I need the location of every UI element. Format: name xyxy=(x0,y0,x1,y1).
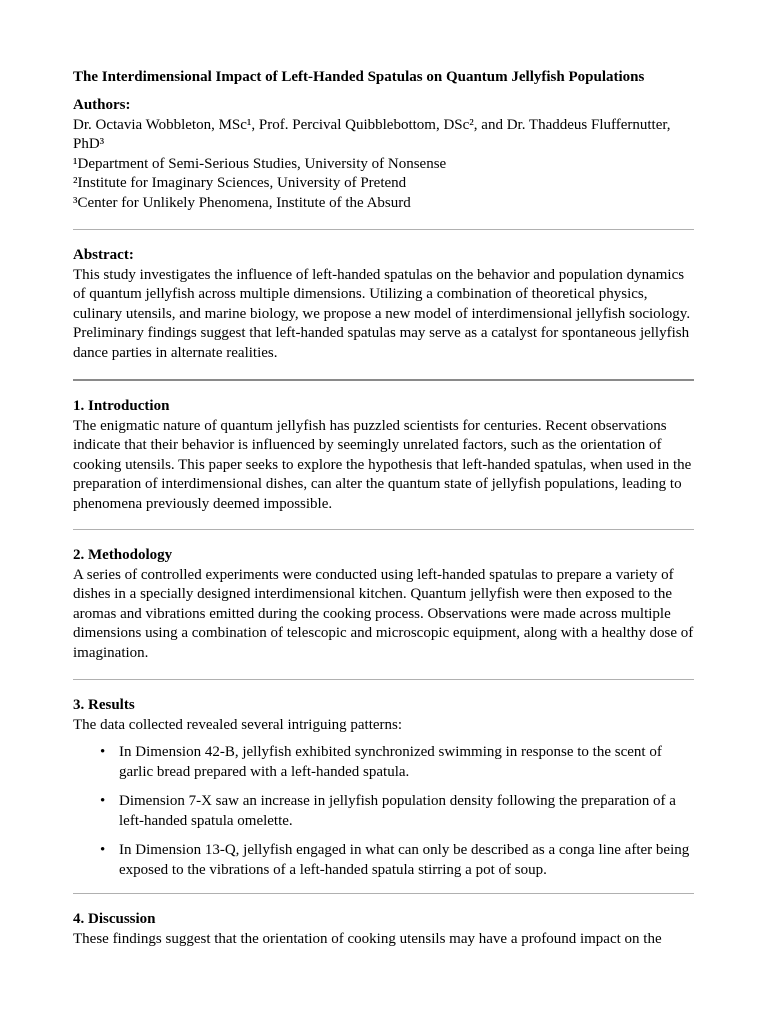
affiliation-1: ¹Department of Semi-Serious Studies, University of Nonsense xyxy=(73,155,447,172)
affiliation-3: ³Center for Unlikely Phenomena, Institute of the Absurd xyxy=(73,194,411,211)
bullet-icon: • xyxy=(100,744,106,760)
methodology-text: A series of controlled experiments were conducted using left-handed spatulas to prepare a variety of dishes in a specially designed interdimensional kitchen. Quantum jellyfish were then exposed to the aromas and vibrations emitted during the cooking process. Observations were made across multiple dimensions using a combination of telescopic and microscopic equipment, along with a healthy dose of imagination. xyxy=(73,566,694,661)
divider xyxy=(73,229,694,230)
bullet-icon: • xyxy=(100,793,106,809)
results-list xyxy=(73,743,695,880)
divider xyxy=(73,679,694,680)
abstract-text: This study investigates the influence of left-handed spatulas on the behavior and population dynamics of quantum jellyfish across multiple dimensions. Utilizing a combination of theoretical physics, culinary utensils, and marine biology, we propose a new model of interdimensional jellyfish sociology. Preliminary findings suggest that left-handed spatulas may serve as a catalyst for spontaneous jellyfish dance parties in alternate realities. xyxy=(73,266,691,361)
divider xyxy=(73,379,694,381)
list-item-text: Dimension 7-X saw an increase in jellyfish population density following the preparation of a left-handed spatula omelette. xyxy=(119,793,676,829)
paper-title: The Interdimensional Impact of Left-Handed Spatulas on Quantum Jellyfish Populations xyxy=(73,69,645,85)
results-section xyxy=(73,696,695,890)
introduction-section xyxy=(73,397,695,514)
discussion-heading: 4. Discussion xyxy=(73,911,156,927)
methodology-heading: 2. Methodology xyxy=(73,547,173,563)
discussion-text: These findings suggest that the orientation of cooking utensils may have a profound impact on the xyxy=(73,930,662,947)
authors-heading: Authors: xyxy=(73,97,131,113)
list-item xyxy=(100,792,695,831)
affiliation-2: ²Institute for Imaginary Sciences, University of Pretend xyxy=(73,175,407,191)
divider xyxy=(73,893,694,894)
list-item-text: In Dimension 13-Q, jellyfish engaged in what can only be described as a conga line after being exposed to the vibrations of a left-handed spatula stirring a pot of soup. xyxy=(119,842,690,878)
abstract-section xyxy=(73,246,695,363)
results-intro: The data collected revealed several intriguing patterns: xyxy=(73,716,403,733)
introduction-text: The enigmatic nature of quantum jellyfish has puzzled scientists for centuries. Recent observations indicate that their behavior is influenced by seemingly unrelated factors, such as the orientation of cooking utensils. This paper seeks to explore the hypothesis that left-handed spatulas, when used in the preparation of interdimensional dishes, can alter the quantum state of jellyfish populations, leading to phenomena previously deemed impossible. xyxy=(73,417,692,512)
discussion-section xyxy=(73,910,695,949)
results-heading: 3. Results xyxy=(73,697,135,713)
abstract-heading: Abstract: xyxy=(73,247,134,263)
list-item xyxy=(100,743,695,782)
authors-line: Dr. Octavia Wobbleton, MSc¹, Prof. Percival Quibblebottom, DSc², and Dr. Thaddeus Fluffernutter, PhD³ xyxy=(73,116,671,152)
divider xyxy=(73,529,694,530)
authors-block xyxy=(73,96,695,213)
methodology-section xyxy=(73,546,695,663)
list-item-text: In Dimension 42-B, jellyfish exhibited synchronized swimming in response to the scent of garlic bread prepared with a left-handed spatula. xyxy=(119,744,662,780)
introduction-heading: 1. Introduction xyxy=(73,398,170,414)
list-item xyxy=(100,841,695,880)
bullet-icon: • xyxy=(100,842,106,858)
